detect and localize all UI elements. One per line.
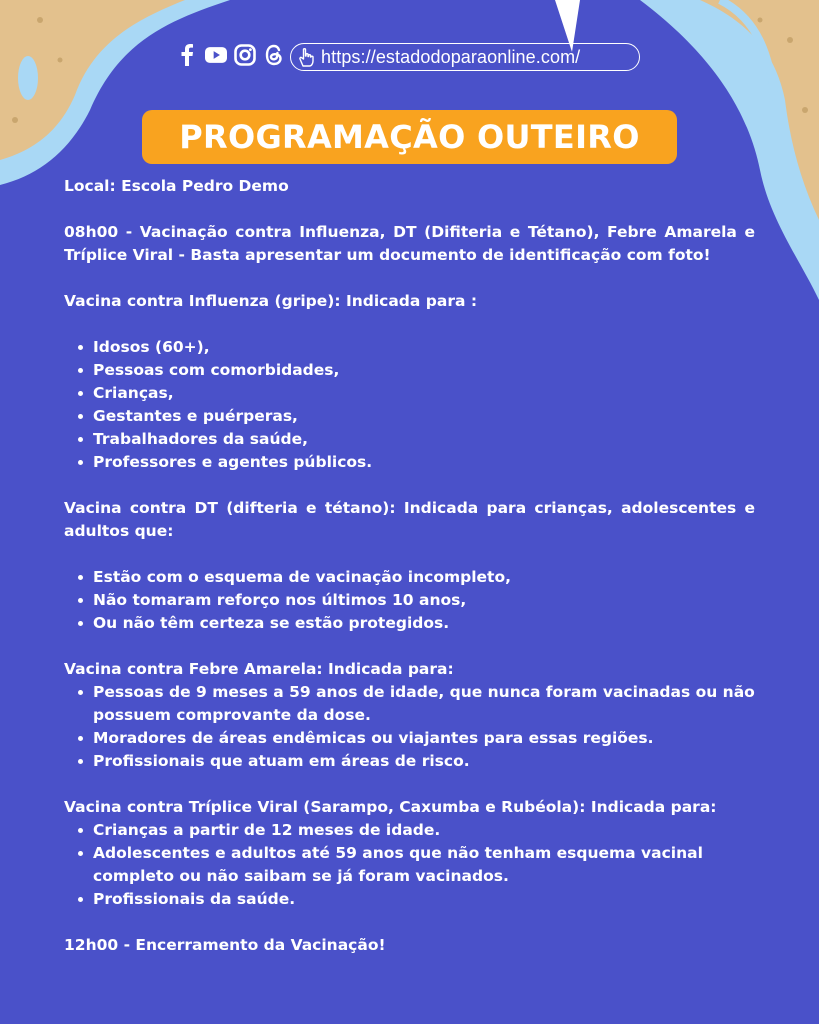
list-item: Não tomaram reforço nos últimos 10 anos, — [93, 589, 755, 612]
opening-line: 08h00 - Vacinação contra Influenza, DT (Difiteria e Tétano), Febre Amarela e Tríplice Viral - Basta apresentar um documento de identificação com foto! — [64, 223, 755, 264]
list-item: Professores e agentes públicos. — [93, 451, 755, 474]
list-item: Crianças, — [93, 382, 755, 405]
section-heading-febre-amarela: Vacina contra Febre Amarela: Indicada para: — [64, 660, 454, 678]
page-title: PROGRAMAÇÃO OUTEIRO — [179, 118, 640, 156]
list-triplice-viral — [64, 819, 755, 911]
list-item: Moradores de áreas endêmicas ou viajantes para essas regiões. — [93, 727, 755, 750]
social-icons — [176, 44, 285, 66]
website-url-pill[interactable] — [290, 43, 640, 71]
instagram-icon[interactable] — [234, 44, 256, 66]
closing-line: 12h00 - Encerramento da Vacinação! — [64, 936, 386, 954]
list-item: Profissionais que atuam em áreas de risco. — [93, 750, 755, 773]
pointer-hand-icon — [295, 46, 319, 68]
list-febre-amarela — [64, 681, 755, 773]
list-dt — [64, 566, 755, 635]
list-item: Gestantes e puérperas, — [93, 405, 755, 428]
title-banner — [142, 110, 677, 164]
youtube-icon[interactable] — [205, 44, 227, 66]
section-heading-dt: Vacina contra DT (difteria e tétano): Indicada para crianças, adolescentes e adultos que: — [64, 499, 755, 540]
list-item: Crianças a partir de 12 meses de idade. — [93, 819, 755, 842]
list-item: Estão com o esquema de vacinação incompleto, — [93, 566, 755, 589]
website-url[interactable]: https://estadodoparaonline.com/ — [321, 46, 581, 67]
section-heading-influenza: Vacina contra Influenza (gripe): Indicada para : — [64, 292, 478, 310]
list-item: Ou não têm certeza se estão protegidos. — [93, 612, 755, 635]
list-influenza — [64, 336, 755, 474]
schedule-body — [64, 175, 755, 957]
list-item: Trabalhadores da saúde, — [93, 428, 755, 451]
list-item: Adolescentes e adultos até 59 anos que não tenham esquema vacinal completo ou não saibam se já foram vacinados. — [93, 842, 755, 888]
list-item: Pessoas com comorbidades, — [93, 359, 755, 382]
list-item: Pessoas de 9 meses a 59 anos de idade, que nunca foram vacinadas ou não possuem comprovante da dose. — [93, 681, 755, 727]
list-item: Profissionais da saúde. — [93, 888, 755, 911]
threads-icon[interactable] — [263, 44, 285, 66]
section-heading-triplice-viral: Vacina contra Tríplice Viral (Sarampo, Caxumba e Rubéola): Indicada para: — [64, 798, 717, 816]
list-item: Idosos (60+), — [93, 336, 755, 359]
location-line: Local: Escola Pedro Demo — [64, 177, 289, 195]
facebook-icon[interactable] — [176, 44, 198, 66]
